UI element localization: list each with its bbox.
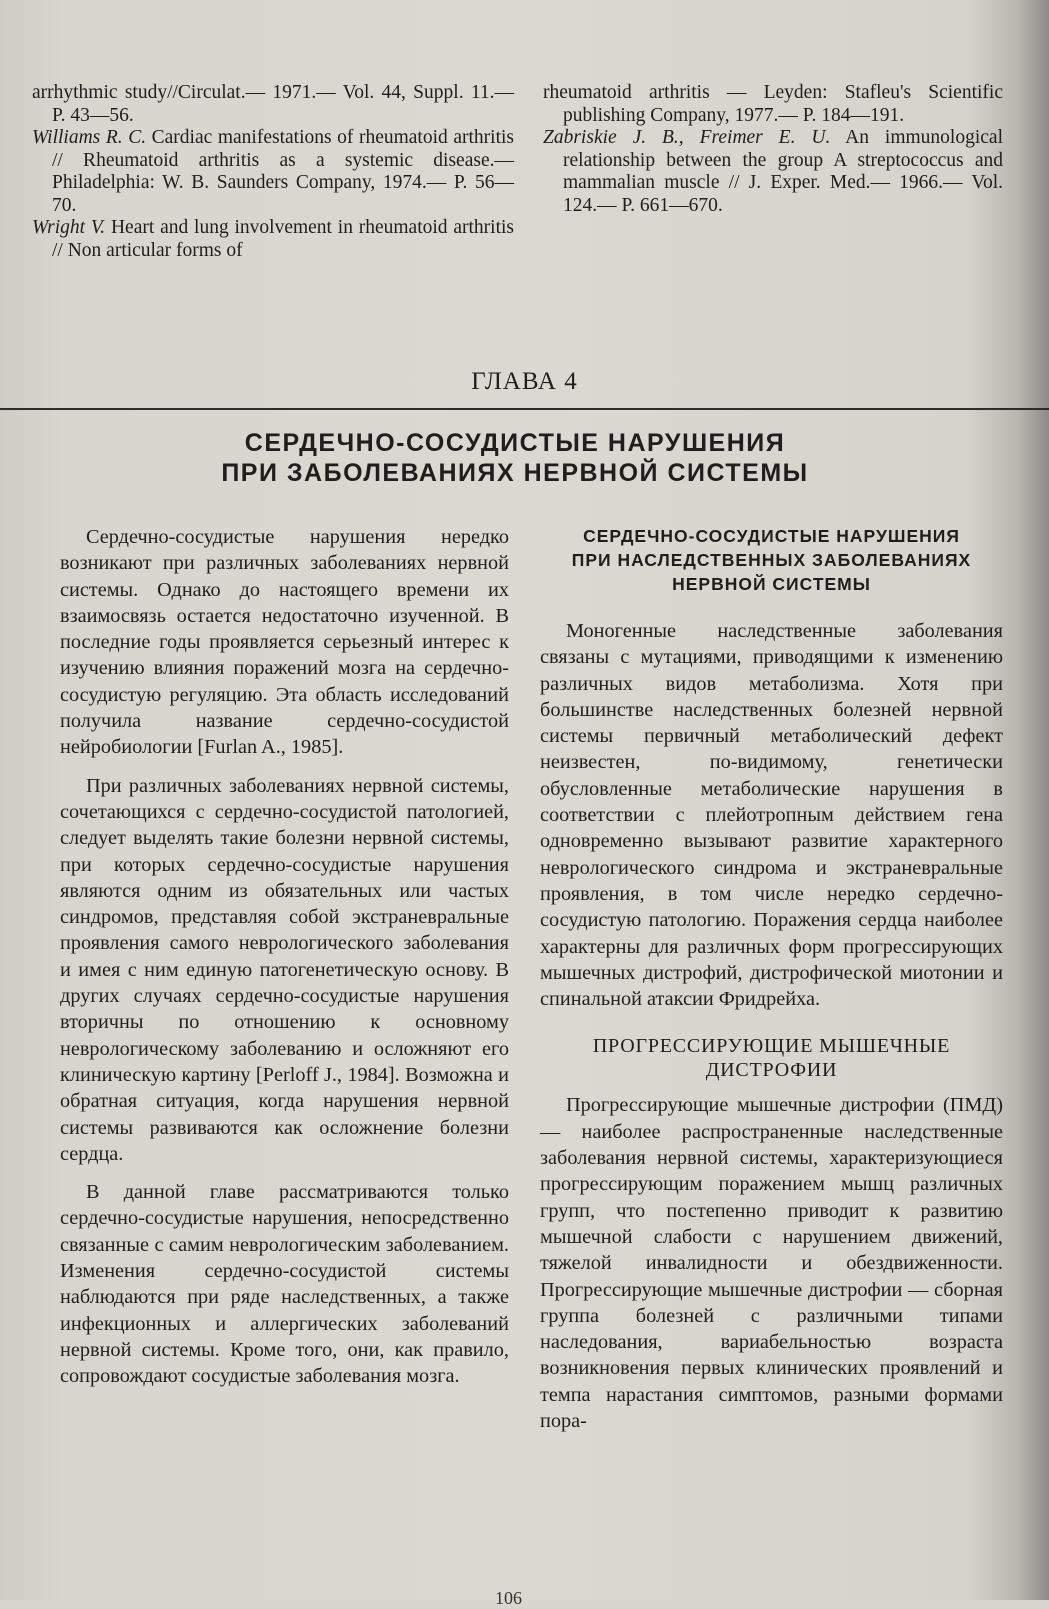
section-title-line: НЕРВНОЙ СИСТЕМЫ xyxy=(672,574,871,594)
chapter-label: ГЛАВА 4 xyxy=(471,368,578,395)
subsection-title xyxy=(540,1034,1003,1082)
page-number: 106 xyxy=(495,1588,522,1608)
chapter-divider xyxy=(0,408,1049,410)
section-title-line: СЕРДЕЧНО-СОСУДИСТЫЕ НАРУШЕНИЯ xyxy=(583,526,960,546)
left-column xyxy=(60,524,509,1402)
paragraph: Моногенные наследственные заболевания связаны с мутациями, приводящими к изменению различных видов метаболизма. Хотя при большинстве наследственных болезней нервной системы первичный метаболический дефект неизвестен, по-видимому, генетически обусловленные метаболические нарушения в соответствии с плейотропным действием гена одновременно вызывают развитие характерного неврологического синдрома и экстраневральные проявления, в том числе нередко сердечно-сосудистую патологию. Поражения сердца наиболее характерны для различных форм прогрессирующих мышечных дистрофий, дистрофической миотонии и спинальной атаксии Фридрейха. xyxy=(540,620,1003,1011)
chapter-title-line: ПРИ ЗАБОЛЕВАНИЯХ НЕРВНОЙ СИСТЕМЫ xyxy=(221,459,809,487)
reference-entry: Wright V. Heart and lung involvement in rheumatoid arthritis // Non articular forms of xyxy=(32,217,514,261)
section-title xyxy=(540,524,1003,596)
paragraph: Прогрессирующие мышечные дистрофии (ПМД) — наиболее распространенные наследственные заболевания нервной системы, характеризующиеся прогрессирующим поражением мышц различных групп, что постепенно приводит к развитию мышечной слабости с нарушением движений, тяжелой инвалидности и обездвиженности. Прогрессирующие мышечные дистрофии — сборная группа болезней с различными типами наследования, вариабельностью возраста возникновения первых клинических проявлений и темпа нарастания симптомов, разными формами пора- xyxy=(540,1094,1003,1433)
reference-entry: rheumatoid arthritis — Leyden: Stafleu's Scientific publishing Company, 1977.— P. 184—191. xyxy=(543,82,1003,126)
paragraph: Сердечно-сосудистые нарушения нередко возникают при различных заболеваниях нервной системы. Однако до настоящего времени их взаимосвязь остается недостаточно изученной. В последние годы проявляется серьезный интерес к изучению влияния поражений мозга на сердечно-сосудистую регуляцию. Эта область исследований получила название сердечно-сосудистой нейробиологии [Furlan A., 1985]. xyxy=(60,526,509,759)
right-column xyxy=(540,524,1003,1446)
subsection-title-line: ДИСТРОФИИ xyxy=(705,1059,838,1082)
reference-entry: arrhythmic study//Circulat.— 1971.— Vol. 44, Suppl. 11.— P. 43—56. xyxy=(32,82,514,126)
references-right xyxy=(543,82,1003,217)
subsection-title-line: ПРОГРЕССИРУЮЩИЕ МЫШЕЧНЫЕ xyxy=(592,1035,951,1058)
paragraph: В данной главе рассматриваются только сердечно-сосудистые нарушения, непосредственно связанные с самим неврологическим заболеванием. Изменения сердечно-сосудистой системы наблюдаются при ряде наследственных, а также инфекционных и аллергических заболеваний нервной системы. Кроме того, они, как правило, сопровождают сосудистые заболевания мозга. xyxy=(60,1181,509,1388)
references-left xyxy=(32,82,514,262)
paragraph: При различных заболеваниях нервной системы, сочетающихся с сердечно-сосудистой патологией, следует выделять такие болезни нервной системы, при которых сердечно-сосудистые нарушения являются одним из обязательных или частых синдромов, представляя собой экстраневральные проявления самого неврологического заболевания и имея с ним единую патогенетическую основу. В других случаях сердечно-сосудистые нарушения вторичны по отношению к основному неврологическому заболеванию и осложняют его клиническую картину [Perloff J., 1984]. Возможна и обратная ситуация, когда нарушения нервной системы развиваются как осложнение болезни сердца. xyxy=(60,774,509,1165)
chapter-title xyxy=(120,428,910,488)
chapter-title-line: СЕРДЕЧНО-СОСУДИСТЫЕ НАРУШЕНИЯ xyxy=(244,429,786,457)
reference-entry: Zabriskie J. B., Freimer E. U. An immunological relationship between the group A streptococcus and mammalian muscle // J. Exper. Med.— 1966.— Vol. 124.— P. 661—670. xyxy=(543,127,1003,216)
section-title-line: ПРИ НАСЛЕДСТВЕННЫХ ЗАБОЛЕВАНИЯХ xyxy=(571,550,972,570)
reference-entry: Williams R. C. Cardiac manifestations of rheumatoid arthritis // Rheumatoid arthritis as a systemic disease.— Philadelphia: W. B. Saunders Company, 1974.— P. 56—70. xyxy=(32,127,514,216)
